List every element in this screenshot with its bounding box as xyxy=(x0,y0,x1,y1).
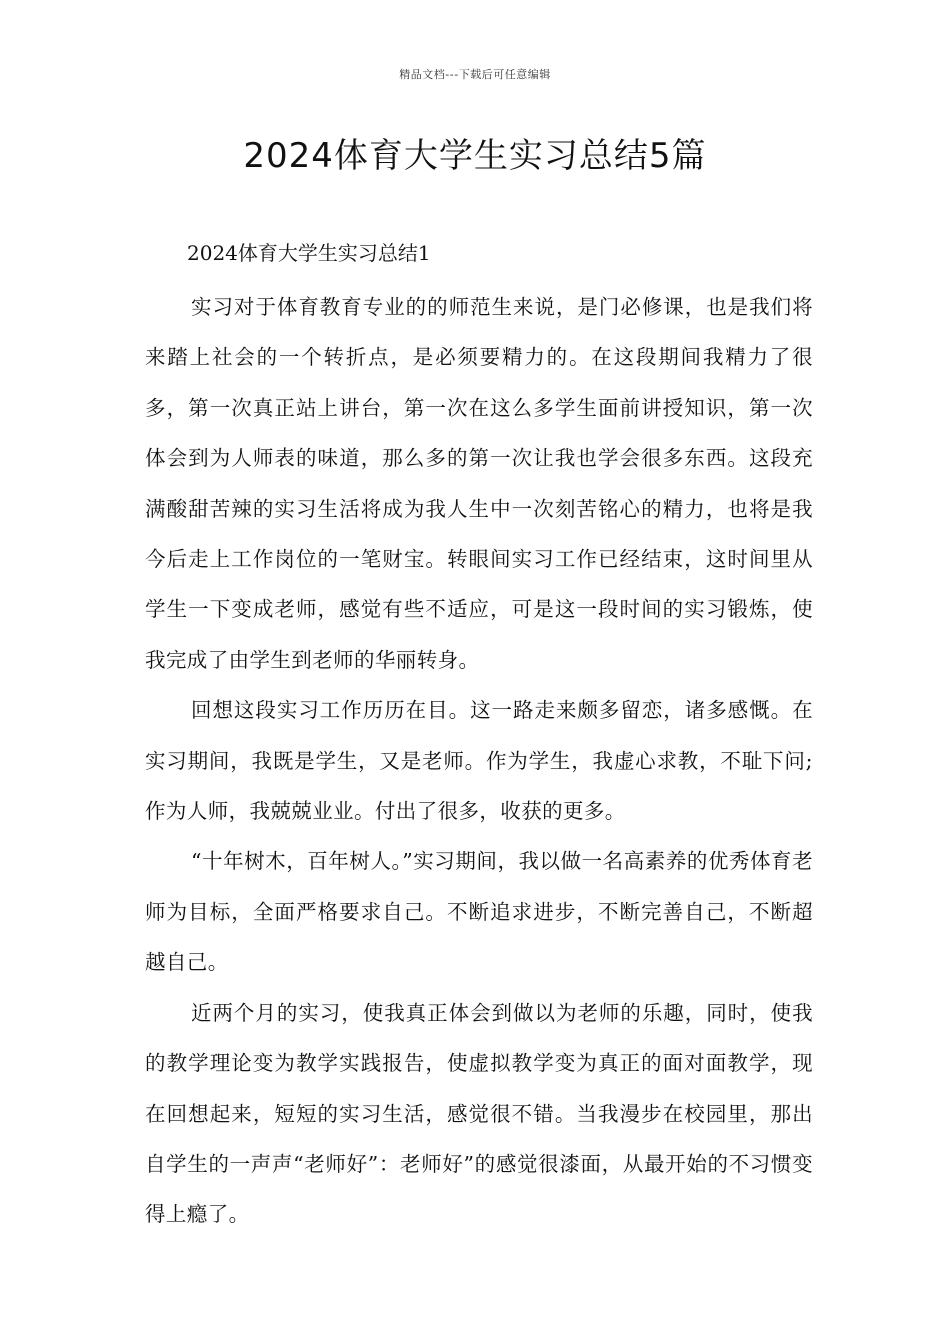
document-title: 2024体育大学生实习总结5篇 xyxy=(243,136,707,176)
page-header: 精品文档---下载后可任意编辑 xyxy=(399,68,551,81)
paragraph: “十年树木，百年树人。”实习期间，我以做一名高素养的优秀体育老师为目标，全面严格要求自己。不断追求进步，不断完善自己，不断超越自己。 xyxy=(145,849,813,975)
paragraph: 实习对于体育教育专业的的师范生来说，是门必修课，也是我们将来踏上社会的一个转折点，是必须要精力的。在这段期间我精力了很多，第一次真正站上讲台，第一次在这么多学生面前讲授知识，第一次体会到为人师表的味道，那么多的第一次让我也学会很多东西。这段充满酸甜苦辣的实习生活将成为我人生中一次刻苦铭心的精力，也将是我今后走上工作岗位的一笔财宝。转眼间实习工作已经结束，这时间里从学生一下变成老师，感觉有些不适应，可是这一段时间的实习锻炼，使我完成了由学生到老师的华丽转身。 xyxy=(145,295,813,672)
paragraph: 近两个月的实习，使我真正体会到做以为老师的乐趣，同时，使我的教学理论变为教学实践报告，使虚拟教学变为真正的面对面教学，现在回想起来，短短的实习生活，感觉很不错。当我漫步在校园里，那出自学生的一声声“老师好”：老师好”的感觉很漆面，从最开始的不习惯变得上瘾了。 xyxy=(145,1000,813,1227)
paragraph: 回想这段实习工作历历在目。这一路走来颇多留恋，诸多感慨。在实习期间，我既是学生，又是老师。作为学生，我虚心求教，不耻下问;作为人师，我兢兢业业。付出了很多，收获的更多。 xyxy=(145,698,813,824)
section-heading: 2024体育大学生实习总结1 xyxy=(187,241,431,265)
document-body xyxy=(145,231,813,1240)
